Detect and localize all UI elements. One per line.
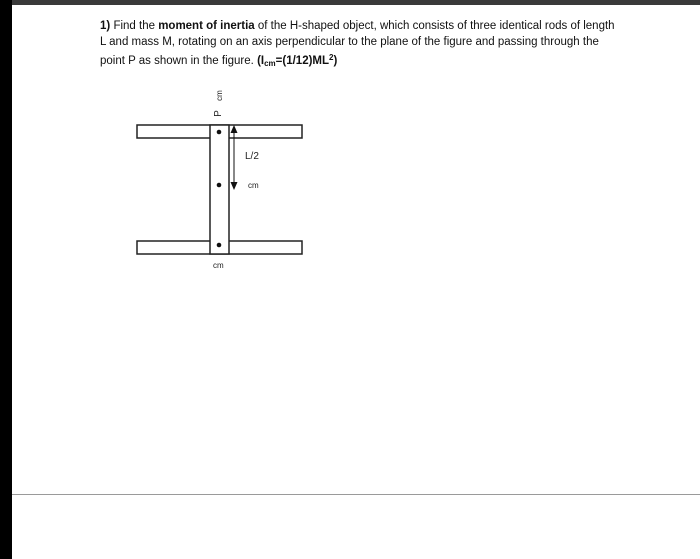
half-length-arrow-down (231, 182, 238, 190)
point-p-dot (217, 130, 222, 135)
problem-text-after: of the H-shaped object, which consists of three identical rods of length L and mass M, rotating on an axis perpendicular to the plane of the figure and passing through the point P as shown in the figure. (100, 20, 615, 67)
formula-sup: 2 (329, 53, 334, 62)
page (12, 0, 700, 559)
problem-number: 1) (100, 20, 111, 32)
problem-bold-phrase: moment of inertia (158, 20, 255, 32)
center-cm-label: cm (248, 181, 259, 190)
bottom-cm-label: cm (213, 261, 224, 270)
formula-close: ) (333, 55, 338, 67)
h-shaped-object-figure (12, 0, 700, 559)
page-divider (12, 494, 700, 495)
center-of-mass-dot (217, 183, 222, 188)
formula-open: (I (257, 55, 265, 67)
bottom-cm-dot (217, 243, 222, 248)
half-length-label: L/2 (245, 151, 259, 162)
point-p-label: P (212, 110, 224, 117)
formula-mid: =(1/12)ML (275, 55, 330, 67)
top-cm-label: cm (214, 90, 224, 101)
problem-text-before: Find the (113, 20, 159, 32)
vertical-rod (210, 125, 229, 254)
formula-sub: cm (264, 59, 276, 68)
